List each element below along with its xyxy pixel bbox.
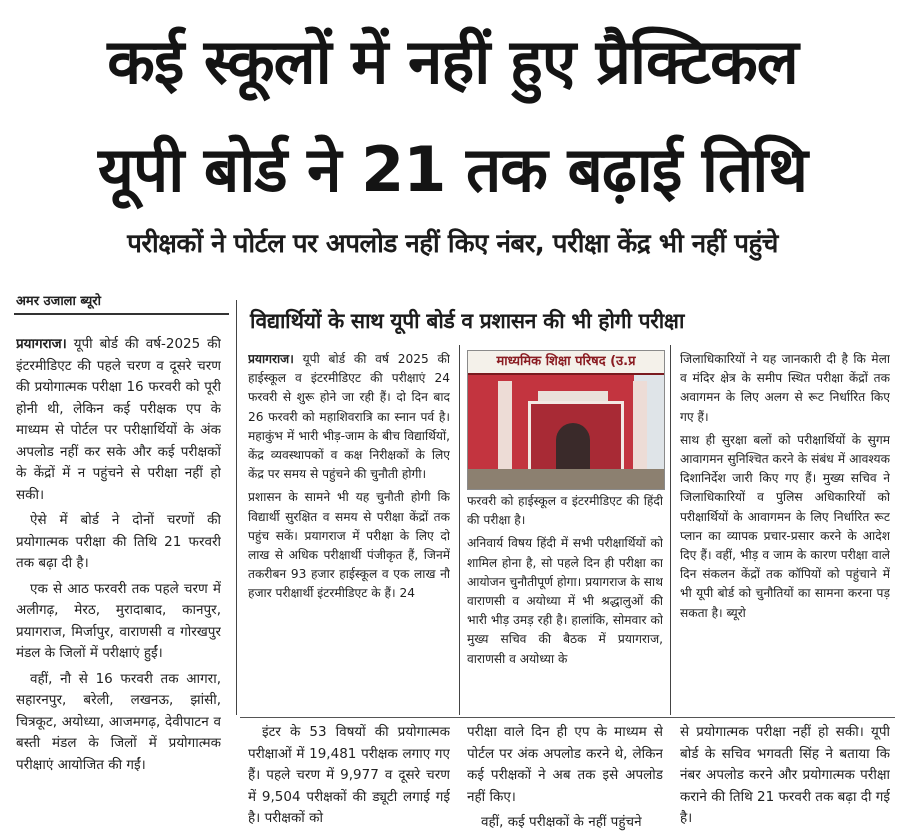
subheadline: परीक्षकों ने पोर्टल पर अपलोड नहीं किए नंबर, परीक्षा केंद्र भी नहीं पहुंचे: [127, 229, 778, 259]
story2-column-a: [248, 350, 450, 715]
story1-cont-a: इंटर के 53 विषयों की प्रयोगात्मक परीक्षाओं में 19,481 परीक्षक लगाए गए हैं। पहले चरण में 9,977 व दूसरे चरण में 9,504 परीक्षकों की ड्यूटी लगाई गई है। परीक्षकों को: [248, 724, 450, 826]
story1-cont-c: से प्रयोगात्मक परीक्षा नहीं हो सकी। यूपी बोर्ड के सचिव भगवती सिंह ने बताया कि नंबर अपलोड करने और प्रयोगात्मक परीक्षा कराने की तिथि 21 फरवरी तक बढ़ा दी गई है।: [680, 724, 890, 826]
column-divider-2: [459, 345, 460, 715]
story2-column-b: [467, 492, 663, 716]
byline-rule: [14, 313, 229, 315]
photo-nameplate: [538, 391, 608, 401]
column-divider-1: [236, 300, 237, 715]
story2-col-a-para-1: यूपी बोर्ड की वर्ष 2025 की हाईस्कूल व इंटरमीडिएट की परीक्षाएं 24 फरवरी से शुरू होने जा रही हैं। दो दिन बाद 26 फरवरी को महाशिवरात्रि का स्नान पर्व है। महाकुंभ में भारी भीड़-जाम के बीच विद्यार्थियों, केंद्र व्यवस्थापकों व कक्ष निरीक्षकों के लिए केंद्र पर समय से पहुंचने की चुनौती होगी।: [248, 352, 450, 482]
story2-col-c-para-2: साथ ही सुरक्षा बलों को परीक्षार्थियों के सुगम आवागमन सुनिश्चित करने के संबंध में आवश्यक दिशानिर्देश जारी किए गए हैं। मुख्य सचिव ने जिलाधिकारियों व पुलिस अधिकारियों को परीक्षार्थियों के आवागमन के लिए निर्धारित रूट प्लान का व्यापक प्रचार-प्रसार करने के आदेश दिए हैं। वहीं, भीड़ व जाम के कारण परीक्षा वाले दिन संकलन केंद्रों तक कॉपियों को पहुंचाने में भी यूपी बोर्ड को चुनौतियों का सामना करना पड़ सकता है।: [680, 432, 890, 620]
story1-dateline: प्रयागराज।: [16, 336, 67, 352]
photo-pillar-right: [633, 381, 647, 476]
story1-para-2: ऐसे में बोर्ड ने दोनों चरणों की प्रयोगात्मक परीक्षा की तिथि 21 फरवरी तक बढ़ा दी है।: [16, 512, 221, 571]
story2-bureau-tag: ब्यूरो: [726, 605, 746, 620]
story1-continuation-a: [248, 722, 450, 834]
story1-para-1: यूपी बोर्ड की वर्ष-2025 की इंटरमीडिएट की पहले चरण व दूसरे चरण की प्रयोगात्मक परीक्षा 16 फरवरी को पूरी होनी थी, लेकिन कई परीक्षक एप के माध्यम से पोर्टल पर परीक्षार्थियों के अंक अपलोड नहीं कर सके और कई परीक्षकों के केंद्रों में न पहुंचने से परीक्षा नहीं हो सकी।: [16, 336, 221, 503]
story2-col-b-para-1: फरवरी को हाईस्कूल व इंटरमीडिएट की हिंदी की परीक्षा है।: [467, 494, 663, 528]
story1-continuation-c: [680, 722, 890, 834]
headline-line-2: यूपी बोर्ड ने 21 तक बढ़ाई तिथि: [98, 133, 807, 206]
story2-col-b-para-2: अनिवार्य विषय हिंदी में सभी परीक्षार्थियों को शामिल होना है, सो पहले दिन ही परीक्षा का आयोजन चुनौतीपूर्ण होगा। प्रयागराज के साथ वाराणसी व अयोध्या में भी श्रद्धालुओं की भारी भीड़ उमड़ रही है। हालांकि, सोमवार को मुख्य सचिव की बैठक में प्रयागराज, वाराणसी व अयोध्या के: [467, 536, 663, 666]
story2-headline: विद्यार्थियों के साथ यूपी बोर्ड व प्रशासन की भी होगी परीक्षा: [250, 309, 685, 333]
story1-continuation-b: [467, 722, 663, 834]
photo-sign: माध्यमिक शिक्षा परिषद (उ.प्र: [468, 351, 664, 375]
story1-column: [16, 334, 221, 834]
story1-cont-b: परीक्षा वाले दिन ही एप के माध्यम से पोर्टल पर अंक अपलोड करने थे, लेकिन कई परीक्षकों ने अब तक इसे अपलोड नहीं किए।: [467, 724, 663, 805]
column-divider-3: [670, 345, 671, 715]
board-office-photo: [467, 350, 665, 490]
story2-column-c: [680, 350, 890, 715]
photo-ground: [468, 469, 664, 489]
headline-line-1: कई स्कूलों में नहीं हुए प्रैक्टिकल: [107, 25, 798, 98]
story1-para-4: वहीं, नौ से 16 फरवरी तक आगरा, सहारनपुर, बरेली, लखनऊ, झांसी, चित्रकूट, अयोध्या, आजमगढ़, देवीपाटन व बस्ती मंडल के जिलों में प्रयोगात्मक परीक्षाएं आयोजित की गईं।: [16, 670, 221, 773]
story2-col-c-para-1: जिलाधिकारियों ने यह जानकारी दी है कि मेला व मंदिर क्षेत्र के समीप स्थित परीक्षा केंद्रों तक अवागमन के लिए अलग से रूट निर्धारित किए गए हैं।: [680, 352, 890, 424]
story-separator-rule: [240, 717, 895, 718]
story2-col-a-para-2: प्रशासन के सामने भी यह चुनौती होगी कि विद्यार्थी सुरक्षित व समय से परीक्षा केंद्रों तक पहुंच सकें। प्रयागराज में परीक्षा के लिए दो लाख से अधिक परीक्षार्थी पंजीकृत हैं, जिनमें तकरीबन 93 हजार हाईस्कूल व एक लाख नौ हजार परीक्षार्थी इंटरमीडिएट के हैं। 24: [248, 490, 450, 601]
photo-pillar-left: [498, 381, 512, 476]
byline: अमर उजाला ब्यूरो: [16, 294, 101, 309]
story1-para-3: एक से आठ फरवरी तक पहले चरण में अलीगढ़, मेरठ, मुरादाबाद, कानपुर, प्रयागराज, मिर्जापुर, वाराणसी व गोरखपुर मंडल के जिलों में परीक्षाएं हुईं।: [16, 580, 221, 661]
story1-cont-b2: वहीं, कई परीक्षकों के नहीं पहुंचने: [481, 814, 642, 830]
story2-dateline: प्रयागराज।: [248, 352, 294, 366]
